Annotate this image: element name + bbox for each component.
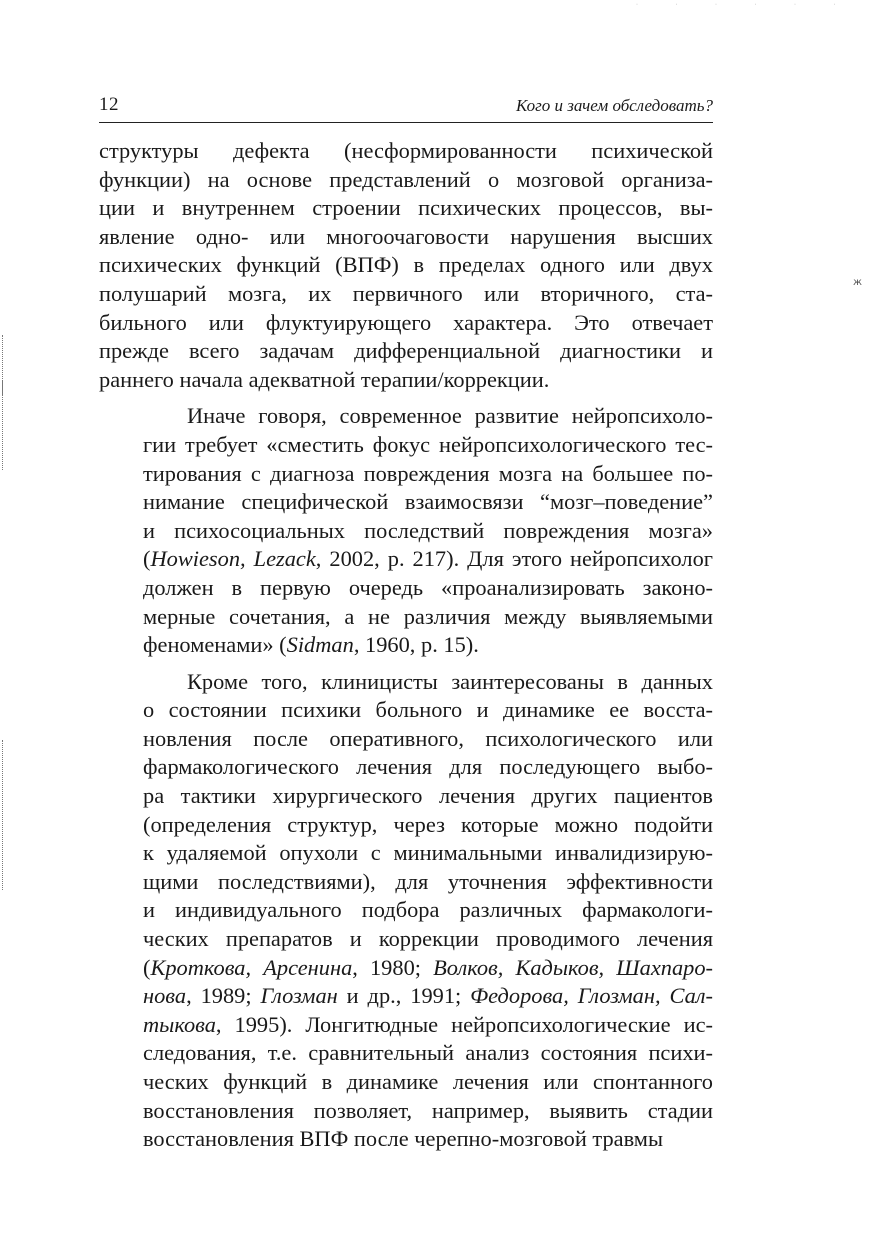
text-line [99, 896, 713, 925]
text-line [99, 982, 713, 1011]
text-segment: полушарий мозга, их первичного или вторичного, ста- [99, 280, 713, 306]
text-line [99, 631, 713, 660]
text-segment: и др., 1991; [337, 983, 471, 1009]
paragraph [99, 668, 713, 1154]
citation-author: нова [143, 983, 187, 1009]
text-segment: Иначе говоря, современное развитие нейропсихоло- [187, 403, 713, 429]
text-line [99, 753, 713, 782]
citation-author: Sidman [286, 632, 354, 658]
text-line [99, 954, 713, 983]
text-line [99, 280, 713, 309]
text-segment: новления после оперативного, психологического или [143, 725, 713, 751]
citation-author: Федорова, Глозман, Сал- [470, 983, 713, 1009]
text-line [99, 460, 713, 489]
citation-author: Кроткова, Арсенина [150, 954, 353, 980]
text-line [99, 137, 713, 166]
text-segment: тирования с диагноза повреждения мозга на большее по- [143, 460, 713, 486]
text-line [99, 223, 713, 252]
text-segment: , 1980; [352, 954, 434, 980]
citation-author: Глозман [260, 983, 338, 1009]
text-segment: ( [143, 954, 151, 980]
text-segment: о состоянии психики больного и динамике ее восста- [143, 697, 713, 723]
text-segment: щими последствиями), для уточнения эффективности [143, 868, 713, 894]
text-line [99, 166, 713, 195]
text-line [99, 309, 713, 338]
page-number: 12 [99, 94, 119, 115]
citation-author: Howieson, Lezack [150, 546, 316, 572]
text-line [99, 1068, 713, 1097]
text-segment: и индивидуального подбора различных фармакологи- [143, 897, 713, 923]
text-line [99, 545, 713, 574]
citation-author: тыкова [143, 1011, 216, 1037]
text-line [99, 668, 713, 697]
text-line [99, 696, 713, 725]
text-segment: , 2002, p. 217). Для этого нейропсихолог [315, 546, 713, 572]
text-segment: нимание специфической взаимосвязи “мозг–поведение” [143, 489, 713, 515]
paragraph [99, 402, 713, 659]
text-segment: (определения структур, через которые можно подойти [143, 811, 713, 837]
text-segment: , 1995). Лонгитюдные нейропсихологические ис- [215, 1011, 713, 1037]
text-segment: явление одно- или многоочаговости нарушения высших [99, 223, 713, 249]
text-segment: психических функций (ВПФ) в пределах одного или двух [99, 252, 713, 278]
text-segment: ра тактики хирургического лечения других пациентов [143, 783, 713, 809]
scan-edge-dots [2, 380, 5, 470]
text-line [99, 1097, 713, 1126]
text-segment: гии требует «сместить фокус нейропсихологического тес- [143, 431, 713, 457]
text-line [99, 402, 713, 431]
margin-scan-mark: ж [853, 277, 863, 288]
text-line [99, 603, 713, 632]
text-segment: к удаляемой опухоли с минимальными инвалидизирую- [143, 840, 713, 866]
text-segment: фармакологического лечения для последующего выбо- [143, 754, 713, 780]
body-text [99, 137, 713, 1154]
text-line [99, 431, 713, 460]
running-head [99, 90, 713, 123]
text-line [99, 517, 713, 546]
book-page [99, 90, 713, 1154]
text-segment: бильного или флуктуирующего характера. Это отвечает [99, 309, 713, 335]
text-line [99, 194, 713, 223]
text-line [99, 1039, 713, 1068]
text-segment: функции) на основе представлений о мозговой организа- [99, 166, 713, 192]
text-segment: следования, т.е. сравнительный анализ состояния психи- [143, 1040, 713, 1066]
text-line [99, 488, 713, 517]
scan-noise: · · · · · · [636, 2, 854, 8]
text-segment: , 1960, p. 15). [353, 632, 479, 658]
text-line [99, 1011, 713, 1040]
text-line [99, 574, 713, 603]
text-line [99, 839, 713, 868]
scan-edge-dots [2, 740, 5, 890]
text-segment: ческих функций в динамике лечения или спонтанного [143, 1069, 713, 1094]
text-line [99, 868, 713, 897]
text-segment: феноменами» ( [143, 632, 287, 658]
text-line [99, 782, 713, 811]
text-line [99, 251, 713, 280]
text-segment: восстановления позволяет, например, выявить стадии [143, 1097, 713, 1123]
text-segment: ческих препаратов и коррекции проводимого лечения [143, 926, 713, 952]
paragraph [99, 137, 713, 394]
text-segment: ции и внутреннем строении психических процессов, вы- [99, 195, 713, 221]
text-segment: мерные сочетания, а не различия между выявляемыми [143, 603, 713, 629]
text-segment: восстановления ВПФ после черепно-мозговой травмы [143, 1126, 664, 1152]
text-segment: ( [143, 546, 151, 572]
text-segment: структуры дефекта (несформированности психической [99, 138, 713, 163]
text-segment: раннего начала адекватной терапии/коррекции. [99, 366, 550, 392]
text-line [99, 925, 713, 954]
text-line [99, 811, 713, 840]
text-segment: должен в первую очередь «проанализировать законо- [143, 574, 713, 600]
text-line [99, 725, 713, 754]
citation-author: Волков, Кадыков, Шахпаро- [433, 954, 713, 980]
chapter-title: Кого и зачем обследовать? [516, 96, 713, 115]
text-segment: Кроме того, клиницисты заинтересованы в данных [187, 668, 713, 694]
text-segment: прежде всего задачам дифференциальной диагностики и [99, 338, 713, 364]
text-segment: и психосоциальных последствий повреждения мозга» [143, 517, 713, 543]
text-line [99, 366, 713, 395]
text-line [99, 337, 713, 366]
text-segment: , 1989; [186, 983, 261, 1009]
text-line [99, 1125, 713, 1154]
